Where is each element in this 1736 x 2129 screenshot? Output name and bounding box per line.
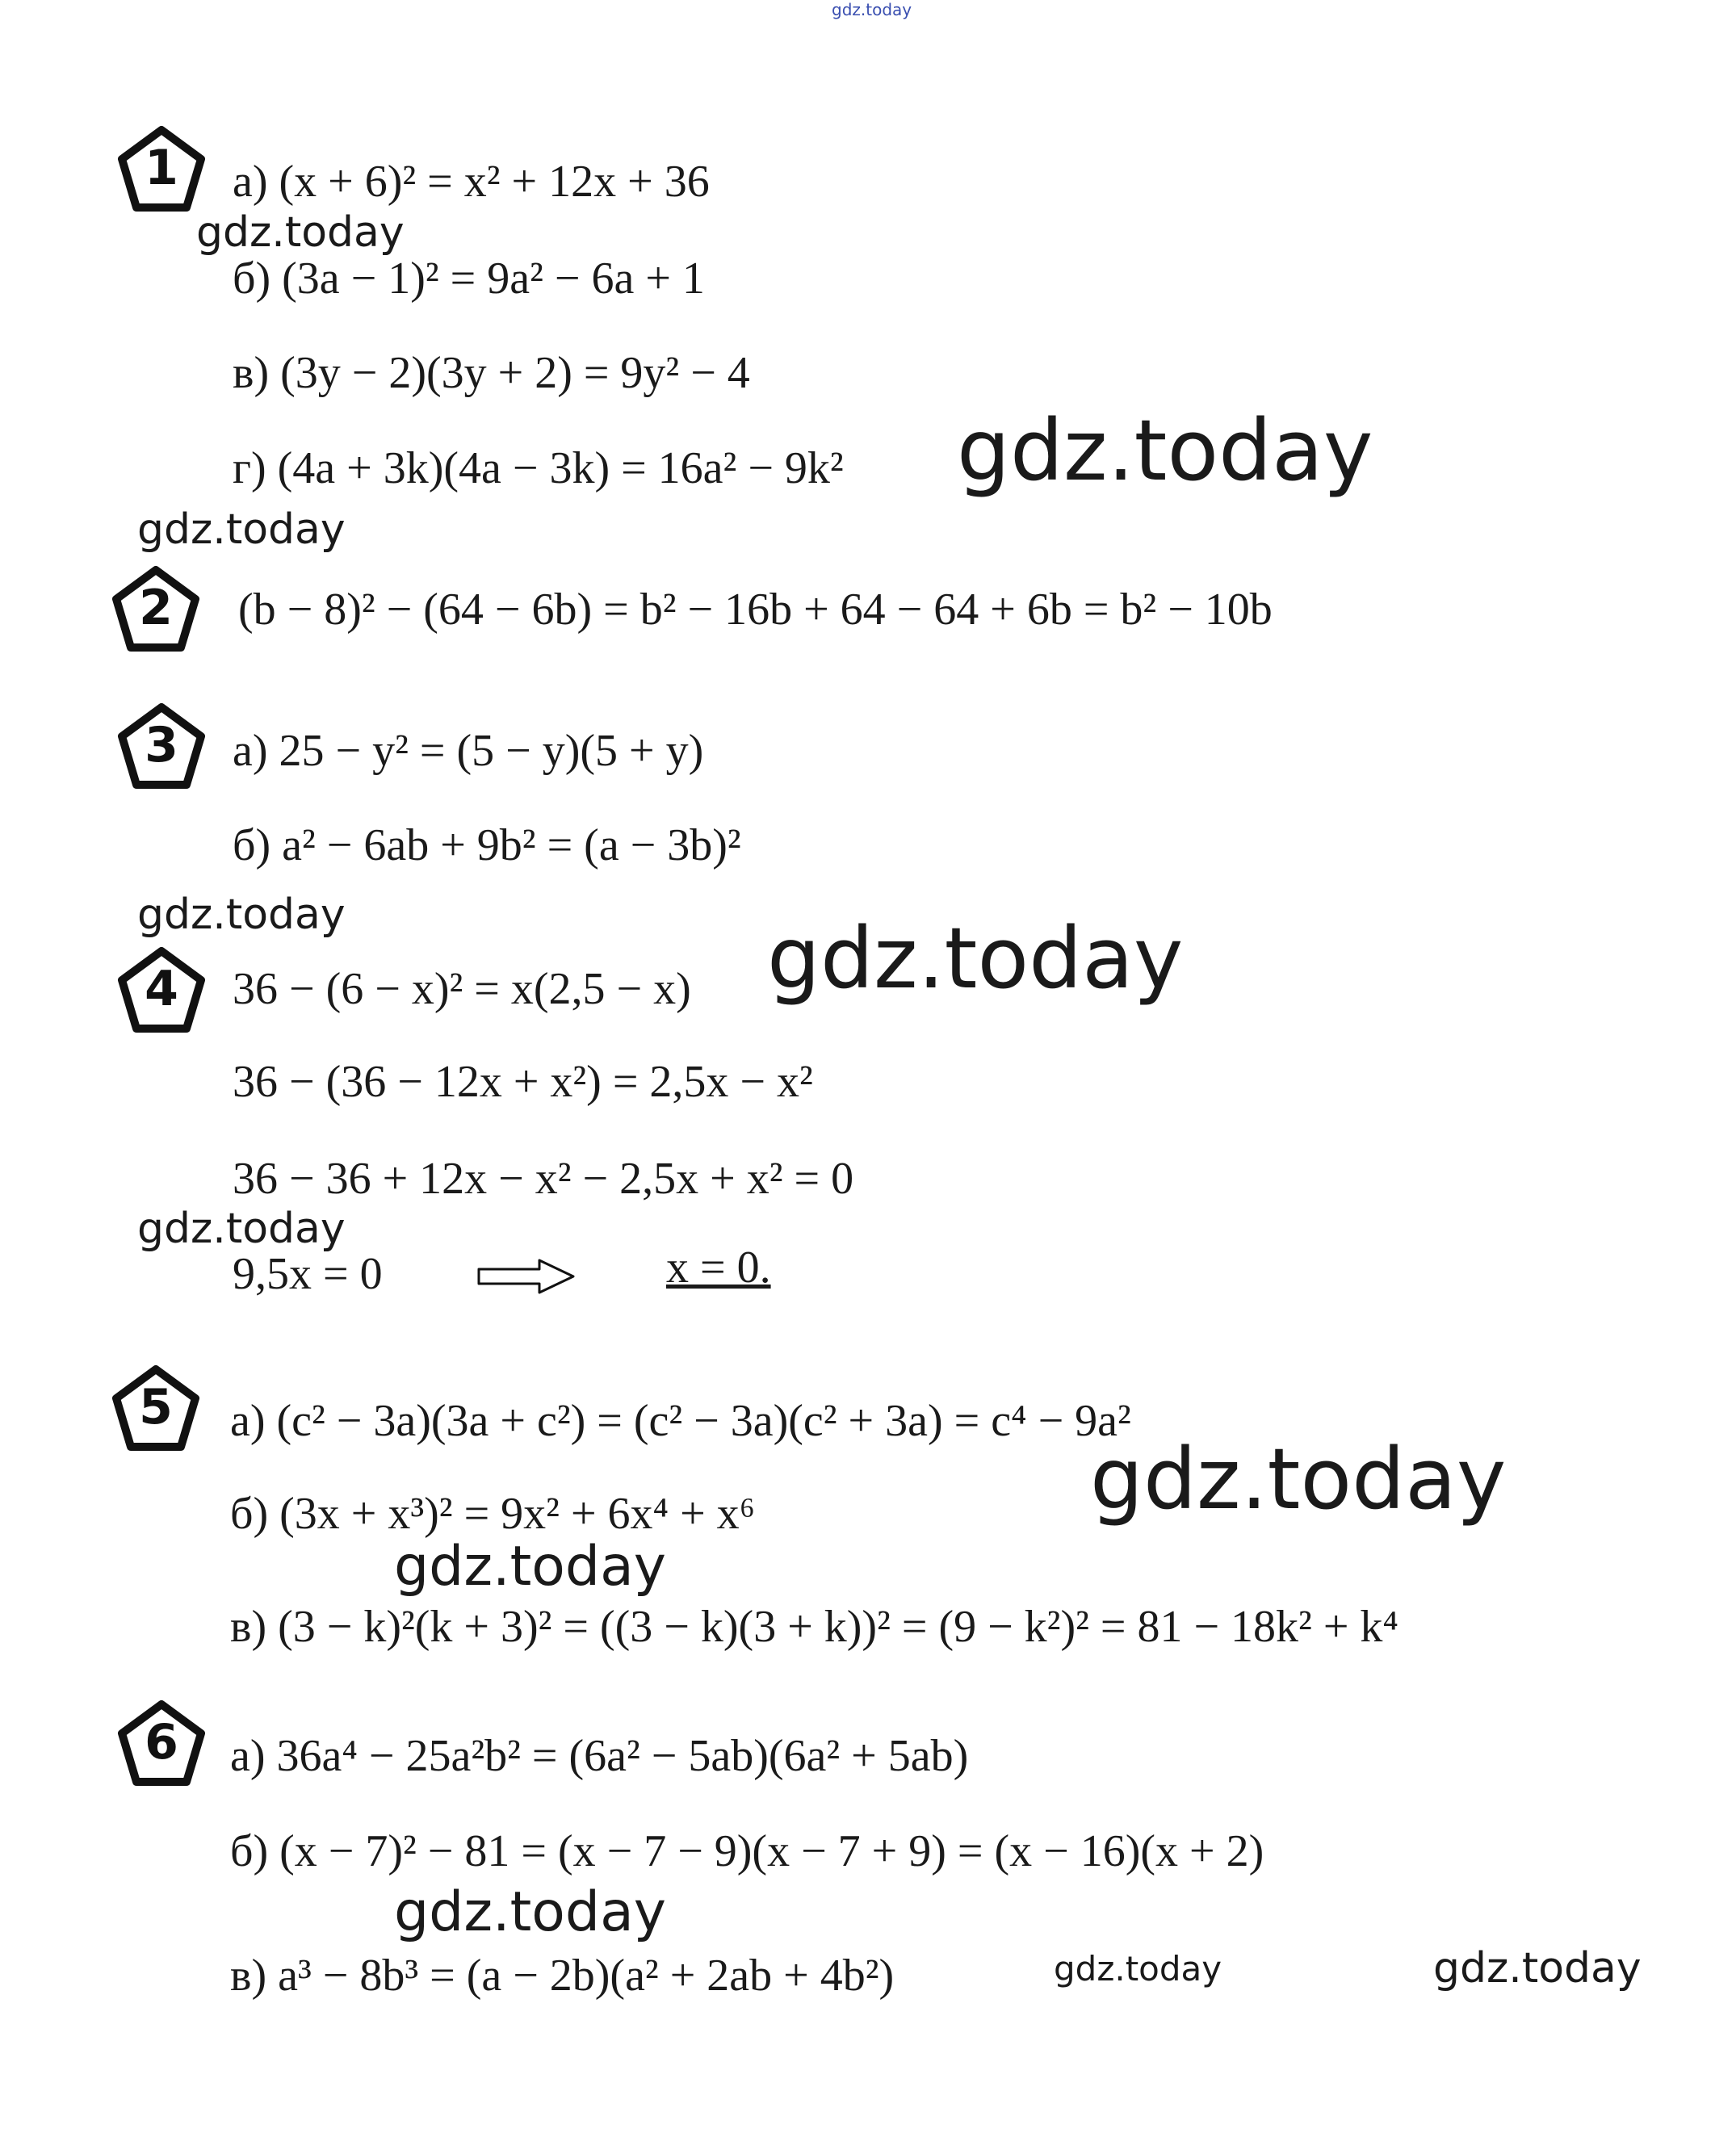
equation: (3a − 1)² = 9a² − 6a + 1 xyxy=(282,254,705,304)
watermark-top: gdz.today xyxy=(832,0,912,19)
problem-number-badge xyxy=(111,565,200,654)
line-label: а) xyxy=(233,726,268,776)
line-label: б) xyxy=(233,820,271,870)
line-label: а) xyxy=(230,1396,266,1446)
problem-4-line-1 xyxy=(233,961,691,1017)
problem-4-line-4 xyxy=(233,1246,383,1302)
equation: 25 − y² = (5 − y)(5 + y) xyxy=(279,726,704,776)
problem-4-answer xyxy=(666,1239,771,1296)
equation: (x + 6)² = x² + 12x + 36 xyxy=(279,157,710,207)
problem-4-line-2 xyxy=(233,1054,813,1110)
equation: 36 − (6 − x)² = x(2,5 − x) xyxy=(233,964,691,1014)
line-label: в) xyxy=(230,1602,267,1652)
watermark: gdz.today xyxy=(1054,1949,1222,1989)
problem-1-line-a xyxy=(233,153,710,210)
line-label: а) xyxy=(233,157,268,207)
equation: a² − 6ab + 9b² = (a − 3b)² xyxy=(282,820,741,870)
equation: (3y − 2)(3y + 2) = 9y² − 4 xyxy=(280,348,750,398)
watermark: gdz.today xyxy=(1433,1944,1642,1993)
problem-6-line-c xyxy=(230,1947,894,2004)
equation: (4a + 3k)(4a − 3k) = 16a² − 9k² xyxy=(277,443,844,493)
equation: 36a⁴ − 25a²b² = (6a² − 5ab)(6a² + 5ab) xyxy=(276,1731,969,1781)
problem-2-line xyxy=(238,581,1273,638)
equation: (x − 7)² − 81 = (x − 7 − 9)(x − 7 + 9) = (x − 16)(x + 2) xyxy=(279,1826,1264,1876)
watermark: gdz.today xyxy=(137,1205,346,1253)
equation: a³ − 8b³ = (a − 2b)(a² + 2ab + 4b²) xyxy=(278,1951,895,2001)
watermark: gdz.today xyxy=(394,1880,666,1944)
watermark: gdz.today xyxy=(394,1535,666,1599)
problem-5-line-a xyxy=(230,1393,1131,1449)
problem-number: 3 xyxy=(145,717,178,773)
answer: x = 0. xyxy=(666,1243,771,1293)
problem-number: 5 xyxy=(139,1379,173,1435)
line-label: г) xyxy=(233,443,266,493)
problem-number-badge xyxy=(117,946,206,1035)
problem-6-line-b xyxy=(230,1823,1264,1880)
problem-number: 2 xyxy=(139,580,173,636)
equation: 36 − 36 + 12x − x² − 2,5x + x² = 0 xyxy=(233,1154,854,1204)
implies-arrow-icon xyxy=(476,1258,577,1295)
line-label: б) xyxy=(233,254,271,304)
problem-5-line-b xyxy=(230,1486,755,1542)
problem-number: 1 xyxy=(145,140,178,196)
problem-4-line-3 xyxy=(233,1150,853,1207)
problem-1-line-d xyxy=(233,440,844,497)
equation: (3x + x³)² = 9x² + 6x⁴ + x⁶ xyxy=(279,1489,756,1539)
watermark: gdz.today xyxy=(196,208,405,257)
watermark-large: gdz.today xyxy=(767,909,1184,1008)
problem-number-badge xyxy=(111,1364,200,1453)
equation: (3 − k)²(k + 3)² = ((3 − k)(3 + k))² = (9 − k²)² = 81 − 18k² + k⁴ xyxy=(278,1602,1398,1652)
watermark-large: gdz.today xyxy=(957,401,1373,500)
problem-number: 4 xyxy=(145,961,178,1017)
watermark: gdz.today xyxy=(137,505,346,554)
line-label: б) xyxy=(230,1826,269,1876)
problem-1-line-c xyxy=(233,345,750,401)
problem-number: 6 xyxy=(145,1714,178,1771)
problem-number-badge xyxy=(117,1699,206,1788)
problem-5-line-c xyxy=(230,1599,1398,1655)
problem-number-badge xyxy=(117,125,206,214)
equation: (b − 8)² − (64 − 6b) = b² − 16b + 64 − 64 + 6b = b² − 10b xyxy=(238,585,1273,635)
equation: (c² − 3a)(3a + c²) = (c² − 3a)(c² + 3a) = c⁴ − 9a² xyxy=(276,1396,1131,1446)
problem-number-badge xyxy=(117,702,206,791)
line-label: в) xyxy=(233,348,270,398)
equation: 36 − (36 − 12x + x²) = 2,5x − x² xyxy=(233,1057,813,1107)
problem-3-line-b xyxy=(233,817,741,874)
problem-1-line-b xyxy=(233,250,705,307)
problem-3-line-a xyxy=(233,723,703,779)
line-label: в) xyxy=(230,1951,267,2001)
watermark-large: gdz.today xyxy=(1090,1430,1507,1528)
line-label: а) xyxy=(230,1731,266,1781)
equation: 9,5x = 0 xyxy=(233,1249,383,1299)
watermark: gdz.today xyxy=(137,891,346,939)
problem-6-line-a xyxy=(230,1728,968,1784)
line-label: б) xyxy=(230,1489,269,1539)
